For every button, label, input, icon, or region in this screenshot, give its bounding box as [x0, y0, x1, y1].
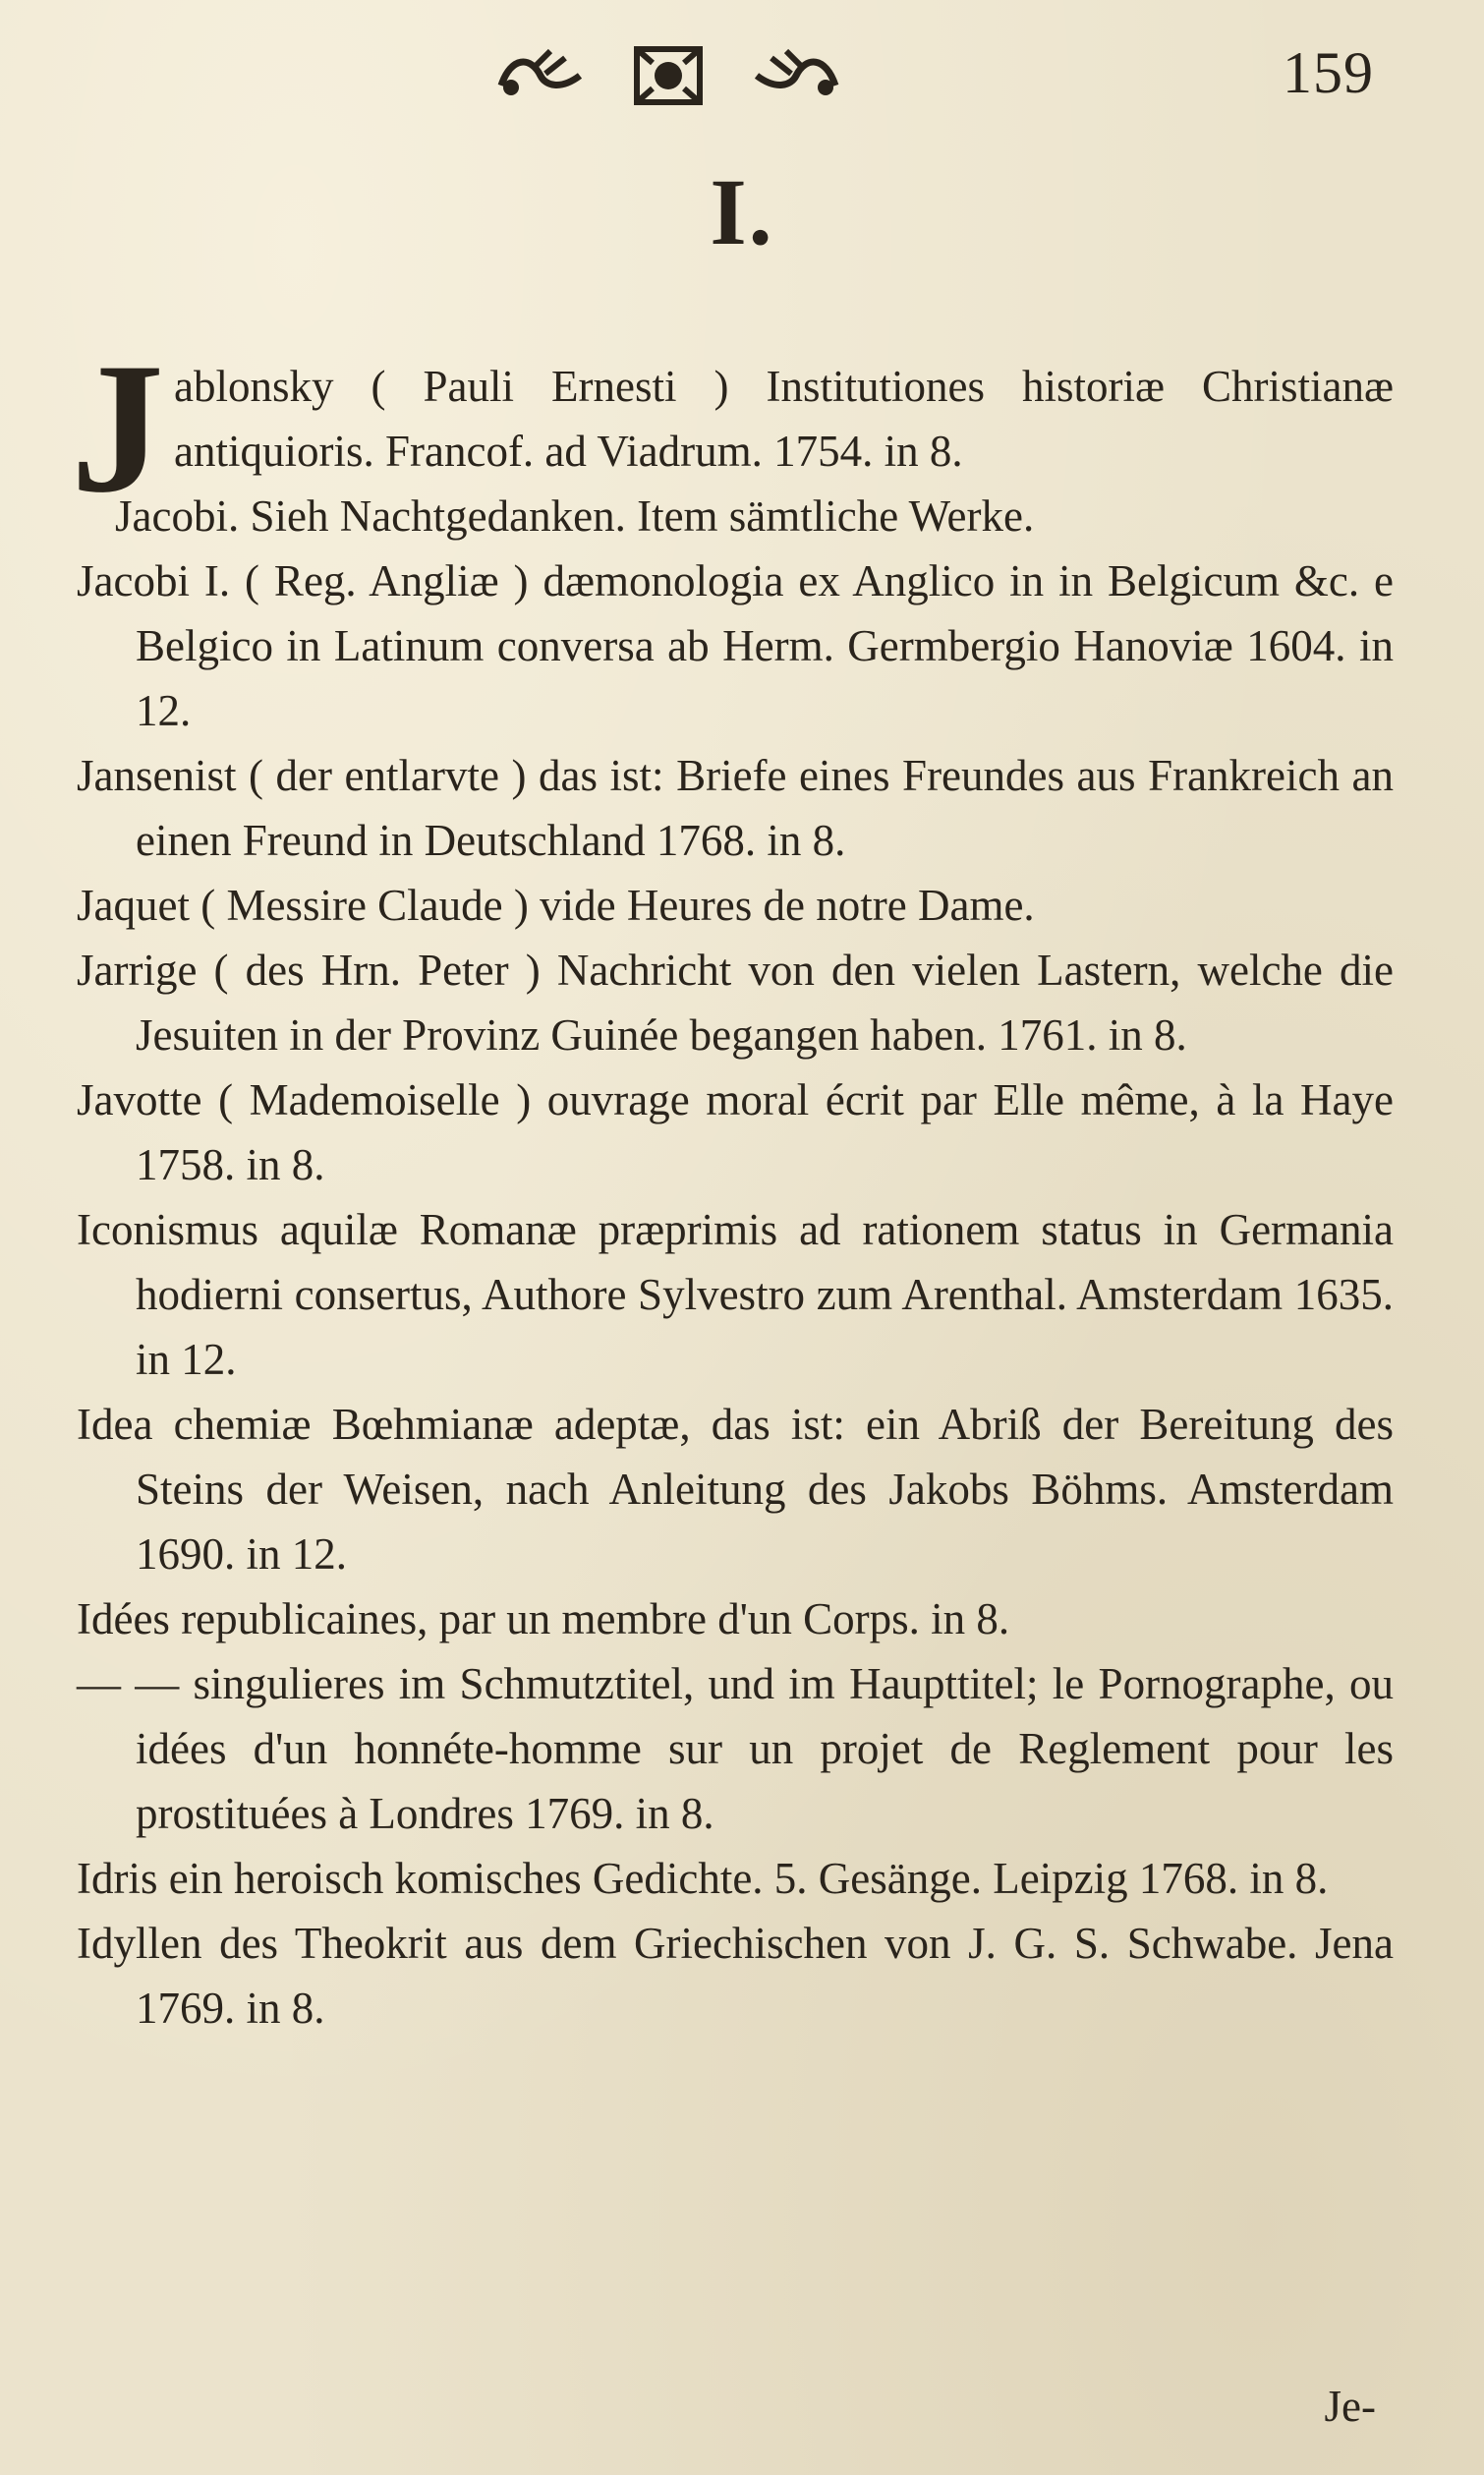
page-number: 159	[1283, 40, 1374, 105]
catchword: Je-	[1324, 2382, 1376, 2431]
right-fleuron-icon	[747, 46, 845, 105]
header-ornament	[491, 41, 845, 110]
catalog-entry: Idris ein heroisch komisches Gedichte. 5. Gesänge. Leipzig 1768. in 8.	[77, 1854, 1329, 1903]
center-fleuron-icon	[629, 41, 708, 110]
catalog-entries	[71, 325, 1394, 2041]
left-fleuron-icon	[491, 46, 590, 105]
catalog-entry: Jacobi I. ( Reg. Angliæ ) dæmonologia ex Anglico in in Belgicum &c. e Belgico in Latinum conversa ab Herm. Germbergio Hanoviæ 1604. in 12.	[77, 556, 1394, 735]
catalog-entry: Idyllen des Theokrit aus dem Griechischen von J. G. S. Schwabe. Jena 1769. in 8.	[77, 1919, 1394, 2033]
catalog-entry: Iconismus aquilæ Romanæ præprimis ad rationem status in Germania hodierni consertus, Authore Sylvestro zum Arenthal. Amsterdam 1635. in 12.	[77, 1205, 1394, 1384]
section-heading: I.	[710, 159, 774, 264]
catalog-entry: — — singulieres im Schmutztitel, und im Haupttitel; le Pornographe, ou idées d'un honnéte-homme sur un projet de Reglement pour les prostituées à Londres 1769. in 8.	[77, 1659, 1394, 1838]
catalog-entry: Javotte ( Mademoiselle ) ouvrage moral écrit par Elle même, à la Haye 1758. in 8.	[77, 1075, 1394, 1189]
catalog-entry: Jacobi. Sieh Nachtgedanken. Item sämtliche Werke.	[115, 491, 1035, 541]
entry-text: ablonsky ( Pauli Ernesti ) Institutiones historiæ Christianæ antiquioris. Francof. ad Viadrum. 1754. in 8.	[174, 362, 1394, 476]
catalog-entry: Idées republicaines, par un membre d'un Corps. in 8.	[77, 1594, 1010, 1643]
catalog-entry: Jarrige ( des Hrn. Peter ) Nachricht von den vielen Lastern, welche die Jesuiten in der Provinz Guinée begangen haben. 1761. in 8.	[77, 946, 1394, 1060]
catalog-entry: Idea chemiæ Bœhmianæ adeptæ, das ist: ein Abriß der Bereitung des Steins der Weisen, nach Anleitung des Jakobs Böhms. Amsterdam 1690. in 12.	[77, 1400, 1394, 1579]
drop-cap: J	[71, 325, 164, 532]
catalog-entry: Jaquet ( Messire Claude ) vide Heures de notre Dame.	[77, 881, 1035, 930]
catalog-entry: Jansenist ( der entlarvte ) das ist: Briefe eines Freundes aus Frankreich an einen Freund in Deutschland 1768. in 8.	[77, 751, 1394, 865]
